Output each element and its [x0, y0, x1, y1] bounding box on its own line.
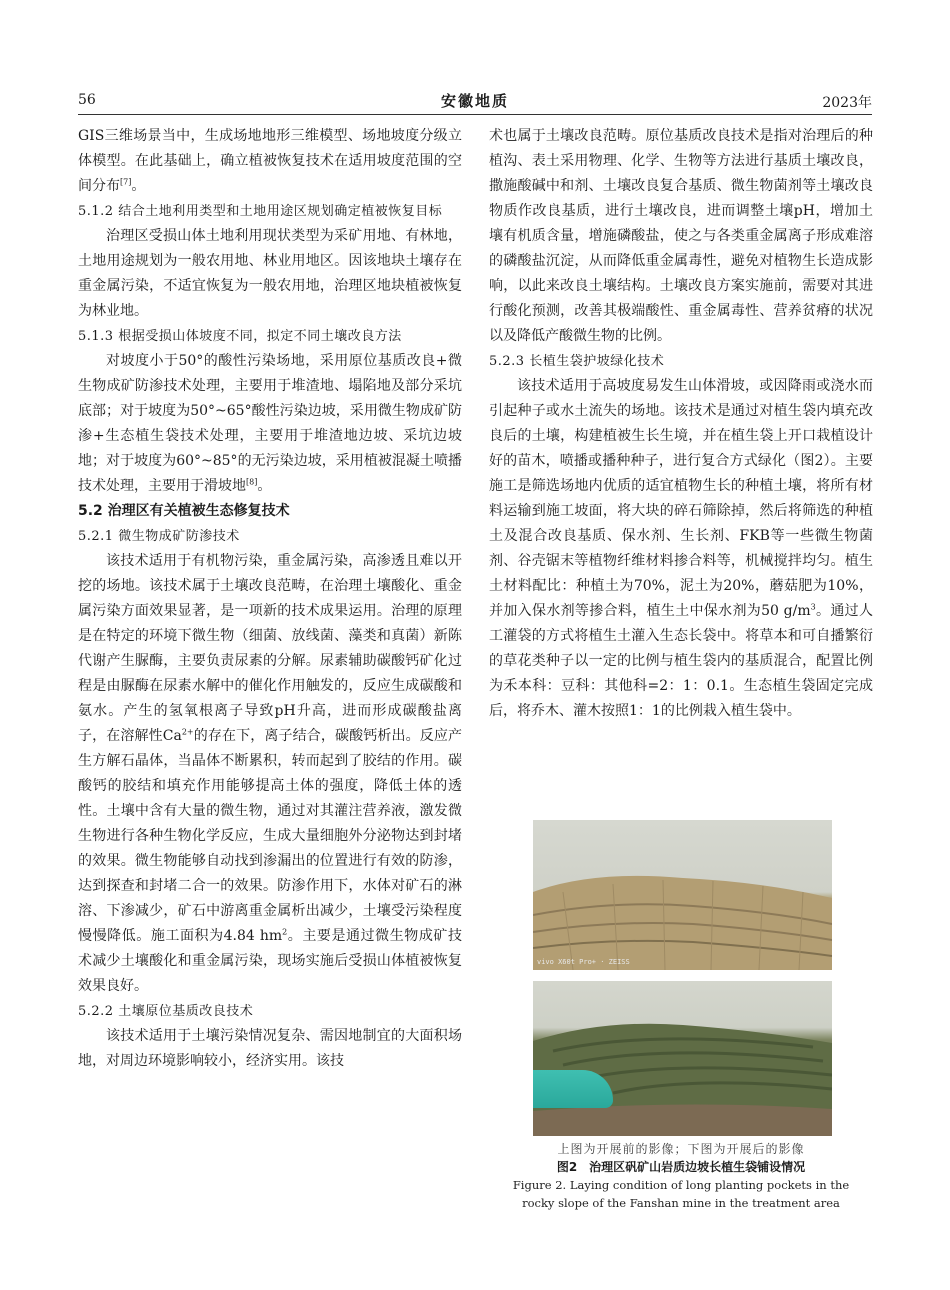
camera-watermark: vivo X60t Pro+ · ZEISS — [537, 958, 630, 966]
section-heading-5-2-2: 5.2.2 土壤原位基质改良技术 — [78, 1004, 254, 1019]
figure-caption-en: Figure 2. Laying condition of long planting pockets in the rocky slope of the Fanshan mine in the treatment area — [512, 1178, 850, 1210]
page-number: 56 — [78, 92, 96, 108]
section-heading-5-1-2: 5.1.2 结合土地利用类型和土地用途区规划确定植被恢复目标 — [78, 204, 443, 219]
publication-year: 2023年 — [822, 95, 872, 111]
slope-terraces-before — [533, 820, 832, 970]
paragraph: 该技术适用于有机物污染，重金属污染，高渗透且难以开挖的场地。该技术属于土壤改良范畴，在治理土壤酸化、重金属污染方面效果显著，是一项新的技术成果运用。治理的原理是在特定的环境下微生物（细菌、放线菌、藻类和真菌）新陈代谢产生脲酶，主要负责尿素的分解。尿素辅助碳酸钙矿化过程是由脲酶在尿素水解中的催化作用触发的，反应生成碳酸和氨水。产生的氢氧根离子导致pH升高，进而形成碳酸盐离子，在溶解性$Ca^{2+}$的存在下，离子结合，碳酸钙析出。反应产生方解石晶体，当晶体不断累积，转而起到了胶结的作用。碳酸钙的胶结和填充作用能够提高土体的强度，降低土体的透性。土壤中含有大量的微生物，通过对其灌注营养液，激发微生物进行各种生物化学反应，生成大量细胞外分泌物达到封堵的效果。微生物能够自动找到渗漏出的位置进行有效的防渗，达到探查和封堵二合一的效果。防渗作用下，水体对矿石的淋溶、下渗减少，矿石中游离重金属析出减少，土壤受污染程度慢慢降低。施工面积为4.84 $hm^2$。主要是通过微生物成矿技术减少土壤酸化和重金属污染，现场实施后受损山体植被恢复效果良好。 — [78, 553, 462, 994]
right-column — [489, 124, 873, 724]
section-heading-5-2-3: 5.2.3 长植生袋护坡绿化技术 — [489, 354, 665, 369]
photo-after-treatment — [533, 981, 832, 1136]
header-rule — [78, 114, 872, 115]
paragraph: 该技术适用于土壤污染情况复杂、需因地制宜的大面积场地，对周边环境影响较小，经济实用。该技 — [78, 1028, 462, 1069]
citation-7: [7] — [120, 177, 132, 187]
paragraph: 治理区受损山体土地利用现状类型为采矿用地、有林地，土地用途规划为一般农用地、林业用地区。因该地块土壤存在重金属污染，不适宜恢复为一般农用地，治理区地块植被恢复为林业地。 — [78, 228, 462, 319]
section-heading-5-2: 5.2 治理区有关植被生态修复技术 — [78, 503, 290, 519]
figure-subcaption: 上图为开展前的影像；下图为开展后的影像 — [557, 1142, 805, 1156]
paragraph: GIS三维场景当中，生成场地地形三维模型、场地坡度分级立体模型。在此基础上，确立植被恢复技术在适用坡度范围的空间分布[7]。 — [78, 128, 462, 194]
pond — [533, 1070, 613, 1108]
paragraph: 该技术适用于高坡度易发生山体滑坡，或因降雨或浇水而引起种子或水土流失的场地。该技术是通过对植生袋内填充改良后的土壤，构建植被生长生境，并在植生袋上开口栽植设计好的苗木，喷播或播种种子，进行复合方式绿化（图2）。主要施工是筛选场地内优质的适宜植物生长的种植土壤，将所有材料运输到施工坡面，将大块的碎石筛除掉，然后将筛选的种植土及混合改良基质、保水剂、生长剂、FKB等一些微生物菌剂、谷壳锯末等植物纤维材料掺合料等，机械搅拌均匀。植生土材料配比：种植土为70%，泥土为20%，蘑菇肥为10%，并加入保水剂等掺合料，植生土中保水剂为50 $g/m^3$。通过人工灌袋的方式将植生土灌入生态长袋中。将草本和可自播繁衍的草花类种子以一定的比例与植生袋内的基质混合，配置比例为禾本科：豆科：其他科=2：1：0.1。生态植生袋固定完成后，将乔木、灌木按照1：1的比例栽入植生袋中。 — [489, 378, 873, 719]
page-header — [78, 90, 872, 116]
photo-before-treatment — [533, 820, 832, 970]
citation-8: [8] — [246, 477, 258, 487]
left-column — [78, 124, 462, 1074]
journal-title: 安徽地质 — [440, 92, 509, 110]
paragraph: 术也属于土壤改良范畴。原位基质改良技术是指对治理后的种植沟、表土采用物理、化学、生物等方法进行基质土壤改良，撒施酸碱中和剂、土壤改良复合基质、微生物菌剂等土壤改良物质作改良基质，进行土壤改良，进而调整土壤pH，增加土壤有机质含量，增施磷酸盐，使之与各类重金属离子形成难溶的磷酸盐沉淀，从而降低重金属毒性，避免对植物生长造成影响，以此来改良土壤结构。土壤改良方案实施前，需要对其进行酸化预测，改善其极端酸性、重金属毒性、营养贫瘠的状况以及降低产酸微生物的比例。 — [489, 128, 873, 344]
paragraph: 对坡度小于50°的酸性污染场地，采用原位基质改良+微生物成矿防渗技术处理，主要用于堆渣地、塌陷地及部分采坑底部；对于坡度为50°~65°酸性污染边坡，采用微生物成矿防渗+生态植生袋技术处理，主要用于堆渣地边坡、采坑边坡地；对于坡度为60°~85°的无污染边坡，采用植被混凝土喷播技术处理，主要用于滑坡地[8]。 — [78, 353, 462, 494]
section-heading-5-1-3: 5.1.3 根据受损山体坡度不同，拟定不同土壤改良方法 — [78, 329, 402, 344]
figure-caption-cn: 图2 治理区矾矿山岩质边坡长植生袋铺设情况 — [556, 1160, 806, 1174]
section-heading-5-2-1: 5.2.1 微生物成矿防渗技术 — [78, 529, 240, 544]
slope-planting-bags-after — [533, 981, 832, 1136]
